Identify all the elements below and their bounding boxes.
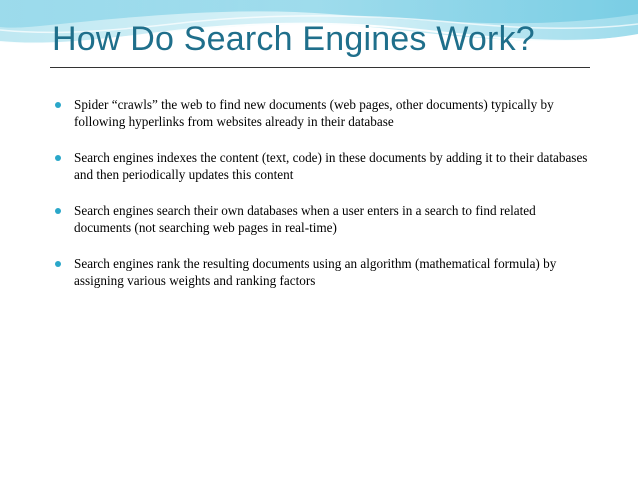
slide-title: How Do Search Engines Work? — [52, 20, 535, 58]
bullet-text: Search engines indexes the content (text, code) in these documents by adding it to their databases and then periodically updates this content — [74, 150, 588, 182]
bullet-text: Search engines rank the resulting documents using an algorithm (mathematical formula) by assigning various weights and ranking factors — [74, 256, 557, 288]
bullet-item — [54, 202, 594, 236]
bullet-item — [54, 255, 594, 289]
bullet-list — [54, 96, 594, 308]
bullet-text: Spider “crawls” the web to find new documents (web pages, other documents) typically by following hyperlinks from websites already in their database — [74, 97, 554, 129]
bullet-dot-icon — [55, 261, 61, 267]
bullet-item — [54, 96, 594, 130]
bullet-dot-icon — [55, 208, 61, 214]
title-divider — [50, 67, 590, 68]
bullet-text: Search engines search their own databases when a user enters in a search to find related documents (not searching web pages in real-time) — [74, 203, 536, 235]
bullet-dot-icon — [55, 155, 61, 161]
bullet-dot-icon — [55, 102, 61, 108]
bullet-item — [54, 149, 594, 183]
